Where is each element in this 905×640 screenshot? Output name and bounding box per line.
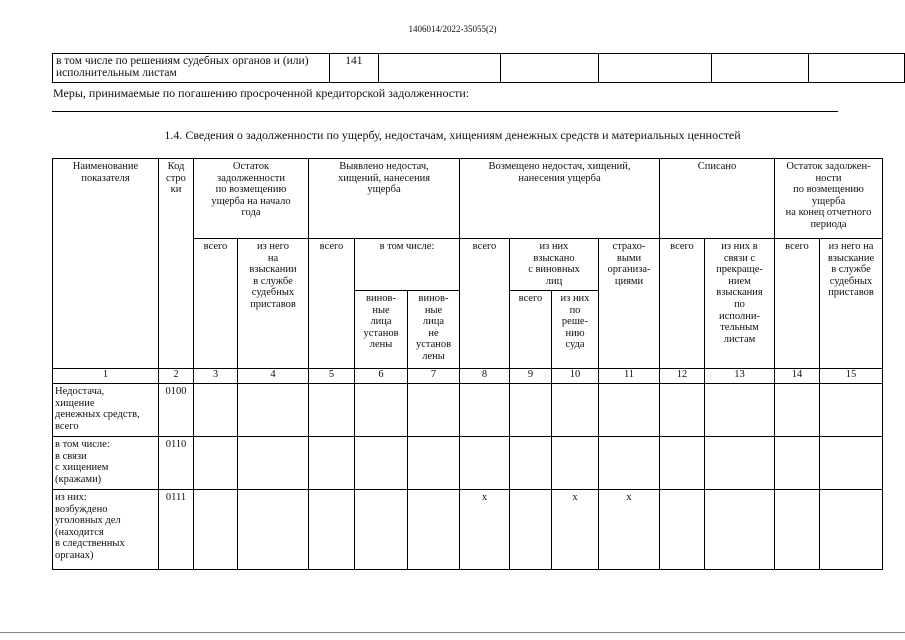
header-total: всего	[460, 239, 510, 369]
row-code: 0110	[159, 437, 194, 490]
column-number: 9	[510, 369, 552, 384]
section-title: 1.4. Сведения о задолженности по ущербу, недостачам, хищениям денежных средств и материальных ценностей	[164, 128, 741, 142]
header-compensated: Возмещено недостач, хищений, нанесения ущерба	[460, 159, 660, 239]
value-cell	[309, 384, 355, 437]
header-including: в том числе:	[355, 239, 460, 291]
value-cell	[238, 490, 309, 570]
header-total: всего	[194, 239, 238, 369]
row-code: 0100	[159, 384, 194, 437]
page-bottom-edge	[0, 632, 905, 633]
column-number: 12	[660, 369, 705, 384]
value-cell	[599, 384, 660, 437]
value-cell	[355, 384, 408, 437]
value-cell	[355, 490, 408, 570]
row-label: в том числе по решениям судебных органов и (или) исполнительным листам	[53, 54, 330, 83]
measures-fill-line	[52, 111, 838, 112]
header-row	[53, 159, 883, 239]
value-cell	[775, 437, 820, 490]
row-label: Недостача, хищение денежных средств, всего	[53, 384, 159, 437]
column-number: 11	[599, 369, 660, 384]
value-cell	[501, 54, 599, 83]
table-row	[53, 437, 883, 490]
value-cell	[711, 54, 809, 83]
damage-debt-table	[52, 158, 883, 570]
value-cell: x	[599, 490, 660, 570]
header-opening-balance: Остаток задолженности по возмещению ущерба на начало года	[194, 159, 309, 239]
header-total: всего	[775, 239, 820, 369]
value-cell	[809, 54, 905, 83]
header-name: Наименование показателя	[53, 159, 159, 369]
header-code: Код стро ки	[159, 159, 194, 369]
value-cell	[460, 384, 510, 437]
header-of-which-bailiffs: из него на взыскании в службе судебных приставов	[238, 239, 309, 369]
table-row	[53, 384, 883, 437]
value-cell	[408, 384, 460, 437]
header-culprits-not-established: винов- ные лица не установ лены	[408, 291, 460, 369]
value-cell	[660, 490, 705, 570]
value-cell	[820, 384, 883, 437]
value-cell	[820, 437, 883, 490]
column-number: 4	[238, 369, 309, 384]
table-row	[53, 490, 883, 570]
header-termination: из них в связи с прекраще- нием взыскания по исполни- тельным листам	[705, 239, 775, 369]
column-number: 8	[460, 369, 510, 384]
row-code: 141	[329, 54, 378, 83]
value-cell	[510, 437, 552, 490]
value-cell	[309, 437, 355, 490]
value-cell	[775, 490, 820, 570]
value-cell	[408, 437, 460, 490]
value-cell	[460, 437, 510, 490]
value-cell	[552, 384, 599, 437]
column-number-row	[53, 369, 883, 384]
value-cell	[355, 437, 408, 490]
header-by-court-decision: из них по реше- нию суда	[552, 291, 599, 369]
value-cell	[705, 490, 775, 570]
column-number: 5	[309, 369, 355, 384]
table-row	[53, 54, 905, 83]
column-number: 1	[53, 369, 159, 384]
header-written-off: Списано	[660, 159, 775, 239]
value-cell	[194, 490, 238, 570]
header-recovered-from-culprits: из них взыскано с виновных лиц	[510, 239, 599, 291]
header-closing-balance: Остаток задолжен- ности по возмещению ущерба на конец отчетного периода	[775, 159, 883, 239]
row-label: из них: возбуждено уголовных дел (находится в следственных органах)	[53, 490, 159, 570]
value-cell	[820, 490, 883, 570]
value-cell	[552, 437, 599, 490]
value-cell	[660, 384, 705, 437]
header-total: всего	[510, 291, 552, 369]
value-cell: x	[460, 490, 510, 570]
header-total: всего	[660, 239, 705, 369]
header-insurance: страхо- выми организа- циями	[599, 239, 660, 369]
value-cell	[408, 490, 460, 570]
value-cell	[238, 384, 309, 437]
value-cell	[309, 490, 355, 570]
value-cell	[510, 490, 552, 570]
header-closing-bailiffs: из него на взыскание в службе судебных приставов	[820, 239, 883, 369]
header-total: всего	[309, 239, 355, 369]
header-revealed: Выявлено недостач, хищений, нанесения ущерба	[309, 159, 460, 239]
value-cell	[660, 437, 705, 490]
column-number: 6	[355, 369, 408, 384]
value-cell	[705, 384, 775, 437]
value-cell	[598, 54, 711, 83]
column-number: 10	[552, 369, 599, 384]
column-number: 15	[820, 369, 883, 384]
value-cell	[775, 384, 820, 437]
header-culprits-established: винов- ные лица установ лены	[355, 291, 408, 369]
value-cell	[194, 384, 238, 437]
document-number: 1406014/2022-35055(2)	[408, 24, 497, 34]
value-cell	[705, 437, 775, 490]
column-number: 2	[159, 369, 194, 384]
measures-label: Меры, принимаемые по погашению просроченной кредиторской задолженности:	[53, 86, 470, 100]
value-cell	[378, 54, 500, 83]
column-number: 13	[705, 369, 775, 384]
creditor-debt-fragment-table	[52, 53, 905, 83]
column-number: 3	[194, 369, 238, 384]
value-cell	[238, 437, 309, 490]
value-cell	[194, 437, 238, 490]
row-code: 0111	[159, 490, 194, 570]
value-cell	[599, 437, 660, 490]
value-cell: x	[552, 490, 599, 570]
row-label: в том числе: в связи с хищением (кражами)	[53, 437, 159, 490]
value-cell	[510, 384, 552, 437]
column-number: 14	[775, 369, 820, 384]
column-number: 7	[408, 369, 460, 384]
